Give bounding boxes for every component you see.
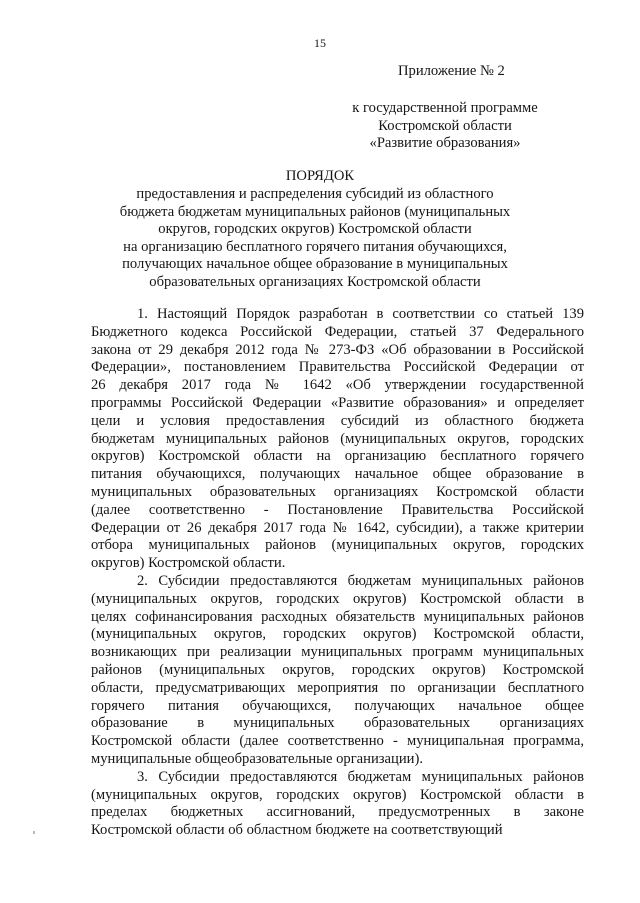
paragraph-line: районов (муниципальных округов, городских округов) Костромской	[91, 661, 584, 678]
subtitle-line: бюджета бюджетам муниципальных районов (муниципальных	[119, 203, 511, 220]
paragraph-line: отбора муниципальных районов (муниципальных округов, городских	[91, 537, 584, 554]
paragraph-line: бюджетам муниципальных районов (муниципальных округов, городских	[91, 430, 584, 447]
paragraph-line: цели и условия предоставления субсидий из областного бюджета	[91, 412, 584, 429]
paragraph-line: (муниципальных округов, городских округов) Костромской области в	[91, 786, 584, 803]
paragraph-line: 1. Настоящий Порядок разработан в соответствии со статьей 139	[137, 306, 584, 322]
paragraph-line: округов) Костромской области на организацию бесплатного горячего	[91, 448, 584, 465]
program-reference-line: «Развитие образования»	[369, 135, 521, 151]
paragraph-line: Федерации от 26 декабря 2017 года № 1642, субсидии), а также критерии	[91, 519, 584, 536]
paragraph-line: образование в муниципальных образовательных организациях	[91, 715, 584, 732]
subtitle-line: образовательных организациях Костромской области	[149, 273, 481, 290]
paragraph-line: округов) Костромской области.	[91, 555, 286, 572]
page-number: 15	[314, 36, 326, 50]
paragraph-line: 2. Субсидии предоставляются бюджетам муниципальных районов	[137, 572, 584, 589]
paragraph-line: муниципальные общеобразовательные организации).	[91, 750, 423, 767]
paragraph-line: Костромской области об областном бюджете на соответствующий	[91, 822, 503, 839]
paragraph-line: (далее соответственно - Постановление Правительства Российской	[91, 501, 584, 518]
document-body	[91, 306, 584, 840]
subtitle-line: получающих начальное общее образование в муниципальных	[122, 256, 508, 273]
paragraph-line: муниципальных образовательных организациях Костромской области	[91, 483, 584, 500]
paragraph-line: пределах бюджетных ассигнований, предусмотренных в законе	[91, 804, 584, 821]
program-reference	[300, 100, 590, 153]
subtitle-line: предоставления и распределения субсидий из областного	[136, 186, 494, 202]
paragraph-line: Бюджетного кодекса Российской Федерации, статьей 37 Федерального	[91, 323, 584, 340]
paragraph-line: возникающих при реализации муниципальных программ муниципальных	[91, 644, 584, 661]
paragraph-line: закона от 29 декабря 2012 года № 273-ФЗ «Об образовании в Российской	[91, 341, 584, 358]
program-reference-line: к государственной программе	[352, 100, 538, 116]
paragraph-line: 3. Субсидии предоставляются бюджетам муниципальных районов	[137, 768, 584, 785]
subtitle-line: на организацию бесплатного горячего питания обучающихся,	[123, 238, 507, 255]
paragraph-line: 26 декабря 2017 года № 1642 «Об утверждении государственной	[91, 377, 584, 394]
paragraph-line: Костромской области (далее соответственно - муниципальная программа,	[91, 733, 584, 750]
paragraph-line: питания обучающихся, получающих начальное общее образование в	[91, 466, 584, 483]
paragraph-line: целях софинансирования расходных обязательств муниципальных районов	[91, 608, 584, 625]
scan-mark	[33, 831, 35, 834]
paragraph-line: (муниципальных округов, городских округов) Костромской области,	[91, 626, 584, 643]
paragraph-line: области, предусматривающих мероприятия по организации бесплатного	[91, 679, 584, 696]
subtitle-line: округов, городских округов) Костромской области	[158, 221, 472, 238]
paragraph-line: программы Российской Федерации «Развитие образования» и определяет	[91, 394, 584, 411]
paragraph-line: горячего питания обучающихся, получающих начальное общее	[91, 697, 584, 714]
appendix-label: Приложение № 2	[398, 63, 505, 79]
document-title: ПОРЯДОК	[285, 168, 355, 184]
paragraph-line: Федерации», постановлением Правительства Российской Федерации от	[91, 359, 584, 376]
program-reference-line: Костромской области	[378, 117, 512, 134]
paragraph-line: (муниципальных округов, городских округов) Костромской области в	[91, 590, 584, 607]
document-subtitle	[95, 186, 535, 292]
